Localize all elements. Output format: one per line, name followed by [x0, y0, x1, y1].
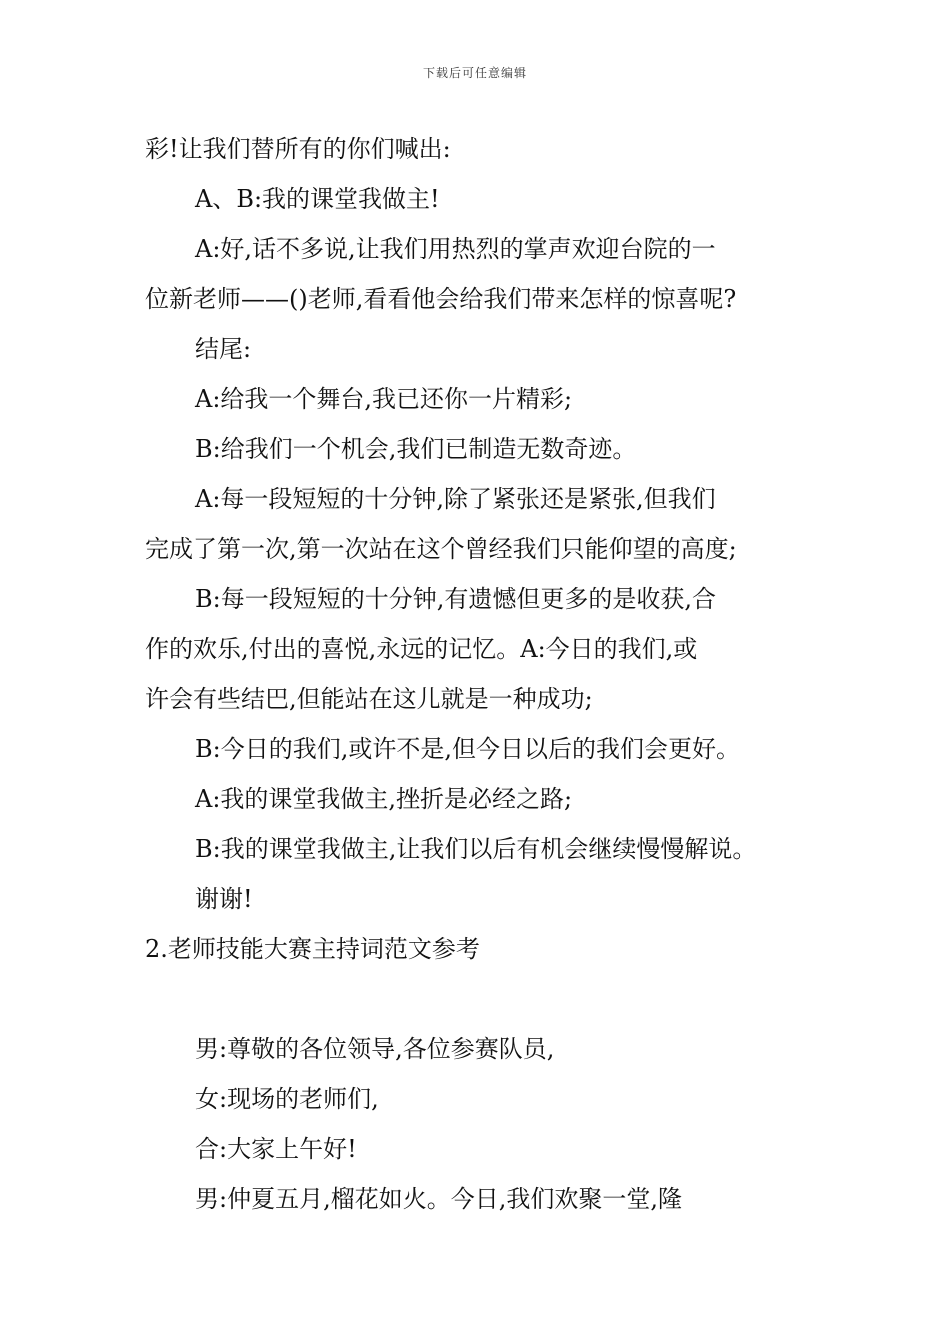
blank-line [145, 974, 810, 1024]
document-body [145, 124, 810, 1224]
text-line: B:今日的我们,或许不是,但今日以后的我们会更好。 [195, 735, 740, 763]
text-line: A:好,话不多说,让我们用热烈的掌声欢迎台院的一 [195, 235, 716, 263]
section-heading: 2.老师技能大赛主持词范文参考 [145, 935, 480, 963]
text-line: 谢谢! [195, 885, 253, 913]
text-line: 彩!让我们替所有的你们喊出: [145, 135, 451, 163]
text-line: 合:大家上午好! [195, 1135, 357, 1163]
text-line: 结尾: [195, 335, 252, 363]
text-line: 女:现场的老师们, [195, 1085, 379, 1113]
text-line: A:我的课堂我做主,挫折是必经之路; [195, 785, 573, 813]
text-line: 男:仲夏五月,榴花如火。今日,我们欢聚一堂,隆 [195, 1185, 682, 1213]
text-line: 男:尊敬的各位领导,各位参赛队员, [195, 1035, 555, 1063]
text-line: B:给我们一个机会,我们已制造无数奇迹。 [195, 435, 637, 463]
text-line: 许会有些结巴,但能站在这儿就是一种成功; [145, 685, 593, 713]
text-line: A:给我一个舞台,我已还你一片精彩; [195, 385, 573, 413]
text-line: 作的欢乐,付出的喜悦,永远的记忆。A:今日的我们,或 [145, 635, 698, 663]
text-line: A:每一段短短的十分钟,除了紧张还是紧张,但我们 [195, 485, 716, 513]
text-line: B:我的课堂我做主,让我们以后有机会继续慢慢解说。 [195, 835, 757, 863]
text-line: 完成了第一次,第一次站在这个曾经我们只能仰望的高度; [145, 535, 737, 563]
page-header: 下载后可任意编辑 [422, 66, 527, 80]
text-line: A、B:我的课堂我做主! [195, 185, 440, 213]
text-line: 位新老师——()老师,看看他会给我们带来怎样的惊喜呢? [145, 285, 737, 313]
text-line: B:每一段短短的十分钟,有遗憾但更多的是收获,合 [195, 585, 716, 613]
